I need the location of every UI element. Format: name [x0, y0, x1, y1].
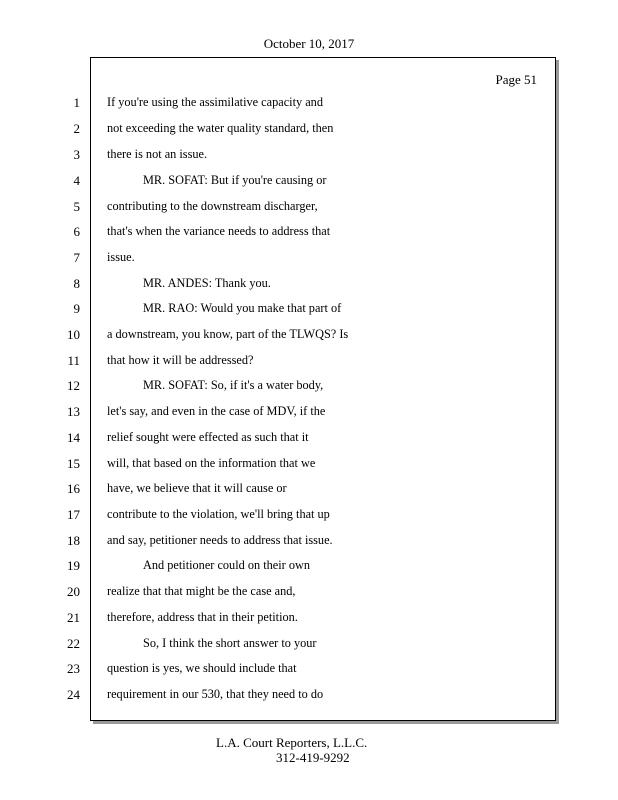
line-number: 15	[67, 456, 80, 471]
line-number: 17	[67, 507, 80, 522]
line-number: 3	[73, 147, 80, 162]
transcript-line: issue.	[107, 250, 135, 264]
transcript-line: contribute to the violation, we'll bring that up	[107, 507, 330, 521]
line-number: 5	[73, 199, 80, 214]
line-number: 11	[67, 353, 80, 368]
line-number: 12	[67, 378, 80, 393]
transcript-line: realize that that might be the case and,	[107, 584, 296, 598]
transcript-line: have, we believe that it will cause or	[107, 481, 287, 495]
transcript-line: requirement in our 530, that they need to do	[107, 687, 324, 701]
transcript-line: If you're using the assimilative capacity and	[107, 95, 323, 109]
transcript-line: will, that based on the information that we	[107, 456, 316, 470]
line-number: 2	[73, 121, 80, 136]
transcript-line: therefore, address that in their petition.	[107, 610, 298, 624]
line-number: 13	[67, 404, 80, 419]
transcript-line: question is yes, we should include that	[107, 661, 297, 675]
transcript-line: that's when the variance needs to address that	[107, 224, 331, 238]
line-number: 22	[67, 636, 80, 651]
line-number: 18	[67, 533, 80, 548]
line-number: 21	[67, 610, 80, 625]
line-number: 14	[67, 430, 80, 445]
transcript-line: and say, petitioner needs to address that issue.	[107, 533, 333, 547]
transcript-line: let's say, and even in the case of MDV, if the	[107, 404, 326, 418]
line-number: 10	[67, 327, 80, 342]
line-number: 16	[67, 481, 80, 496]
transcript-date: October 10, 2017	[263, 36, 355, 51]
line-number: 24	[67, 687, 80, 702]
transcript-line: MR. ANDES: Thank you.	[143, 276, 271, 290]
transcript-line: that how it will be addressed?	[107, 353, 254, 367]
line-number: 20	[67, 584, 80, 599]
line-number: 6	[73, 224, 80, 239]
transcript-line: And petitioner could on their own	[143, 558, 310, 572]
transcript-line: MR. SOFAT: But if you're causing or	[143, 173, 327, 187]
transcript-line: So, I think the short answer to your	[143, 636, 317, 650]
page-number: Page 51	[495, 72, 537, 87]
line-number: 7	[73, 250, 80, 265]
transcript-line: contributing to the downstream discharger,	[107, 199, 318, 213]
line-number: 1	[73, 95, 80, 110]
transcript-line: relief sought were effected as such that it	[107, 430, 309, 444]
line-number: 19	[67, 558, 80, 573]
reporter-phone: 312-419-9292	[276, 750, 350, 765]
line-number: 23	[67, 661, 80, 676]
transcript-line: there is not an issue.	[107, 147, 208, 161]
line-number: 8	[73, 276, 80, 291]
line-number: 4	[73, 173, 80, 188]
reporter-company: L.A. Court Reporters, L.L.C.	[216, 735, 368, 750]
line-number: 9	[73, 301, 80, 316]
transcript-line: not exceeding the water quality standard, then	[107, 121, 334, 135]
transcript-line: a downstream, you know, part of the TLWQS? Is	[107, 327, 349, 341]
transcript-line: MR. SOFAT: So, if it's a water body,	[143, 378, 324, 392]
transcript-line: MR. RAO: Would you make that part of	[143, 301, 342, 315]
